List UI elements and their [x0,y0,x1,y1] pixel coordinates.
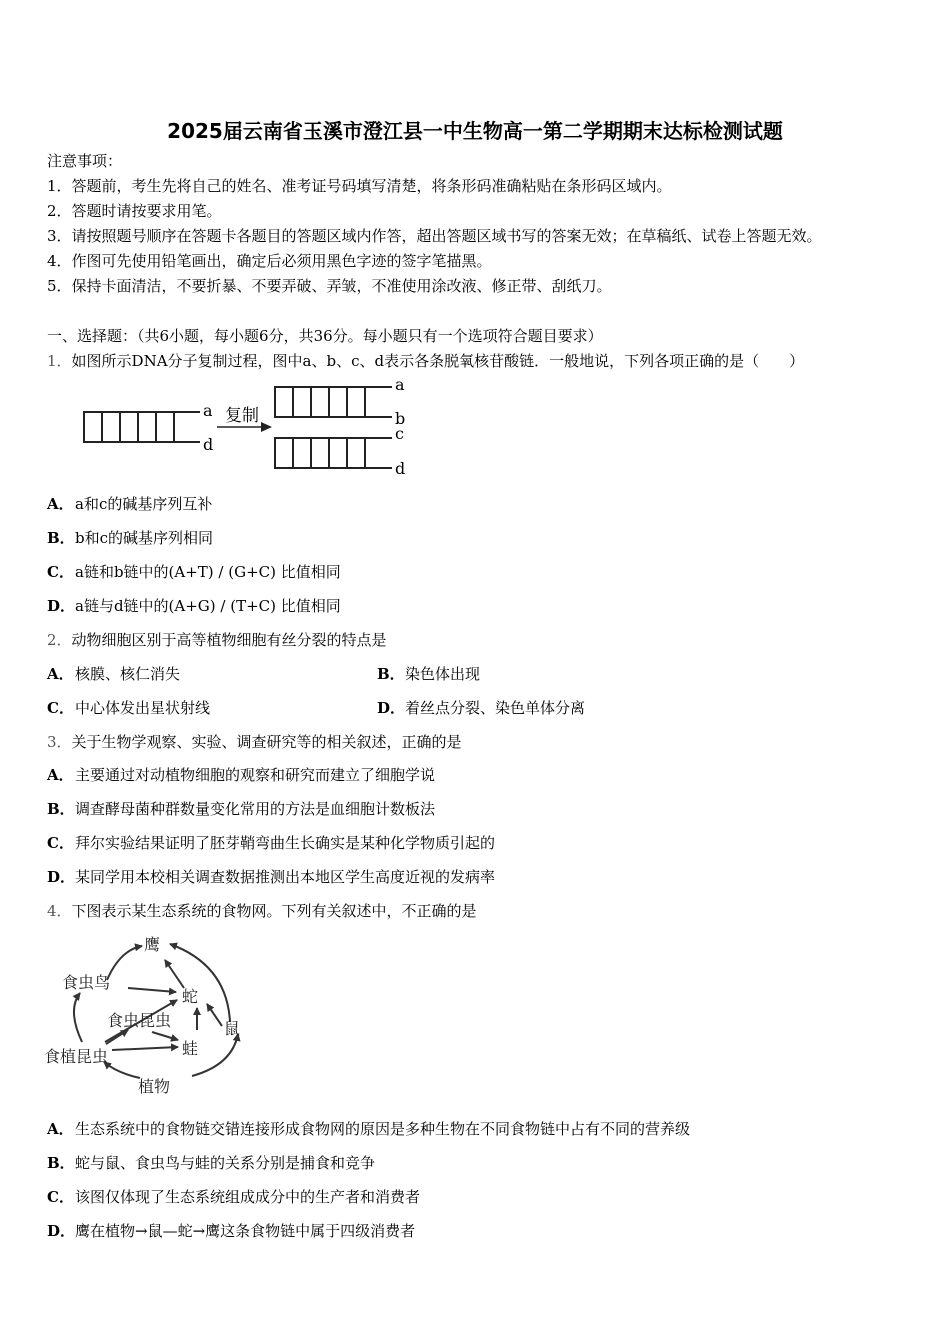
option-label: C． [47,699,74,717]
question-stem: 关于生物学观察、实验、调查研究等的相关叙述，正确的是 [71,733,462,751]
notice-item: 4．作图可先使用铅笔画出，确定后必须用黑色字迹的签字笔描黑。 [47,252,492,270]
option-text: 着丝点分裂、染色单体分离 [405,699,586,717]
option-a [47,494,212,514]
option-text: 蛇与鼠、食虫鸟与蛙的关系分别是捕食和竞争 [75,1154,376,1172]
option-label: B． [47,529,75,547]
option-label: B． [47,1154,75,1172]
option-a [47,664,180,684]
question-number: 3． [47,733,72,751]
option-label: A． [47,766,74,784]
option-a [47,765,435,785]
strand-label-c: c [395,424,404,443]
strand-label-a: a [203,401,213,420]
option-c [47,1187,420,1207]
question-4 [47,901,477,921]
option-d [47,867,495,887]
option-c [47,698,210,718]
option-d [47,596,341,616]
node-snake: 蛇 [182,987,199,1006]
option-text: 该图仅体现了生态系统组成成分中的生产者和消费者 [75,1188,421,1206]
option-a [47,1119,690,1139]
option-label: A． [47,495,74,513]
node-herbivorous-insect: 食植昆虫 [44,1047,109,1066]
option-text: 中心体发出星状射线 [75,699,211,717]
section-heading: 一、选择题：（共6小题，每小题6分，共36分。每小题只有一个选项符合题目要求） [47,327,603,345]
option-text: a链与d链中的(A+G) / (T+C) 比值相同 [75,597,341,615]
option-text: a和c的碱基序列互补 [75,495,213,513]
option-text: a链和b链中的(A+T) / (G+C) 比值相同 [75,563,341,581]
option-text: 某同学用本校相关调查数据推测出本地区学生高度近视的发病率 [75,868,496,886]
node-mouse: 鼠 [224,1019,241,1038]
option-label: D． [47,1222,76,1240]
question-stem: 下图表示某生态系统的食物网。下列有关叙述中，不正确的是 [71,902,477,920]
option-c [47,562,341,582]
option-label: D． [377,699,406,717]
node-insectivorous-bird: 食虫鸟 [62,973,111,992]
question-2 [47,630,387,650]
question-number: 4． [47,902,72,920]
option-text: 调查酵母菌种群数量变化常用的方法是血细胞计数板法 [75,800,436,818]
option-c [47,833,495,853]
node-plant: 植物 [138,1077,171,1096]
option-label: D． [47,597,76,615]
option-text: 生态系统中的食物链交错连接形成食物网的原因是多种生物在不同食物链中占有不同的营养级 [75,1120,691,1138]
option-text: 主要通过对动植物细胞的观察和研究而建立了细胞学说 [75,766,436,784]
option-label: C． [47,563,74,581]
notice-item: 2．答题时请按要求用笔。 [47,202,222,220]
option-label: A． [47,665,74,683]
strand-label-a: a [395,376,405,394]
option-label: C． [47,1188,74,1206]
notice-item: 3．请按照题号顺序在答题卡各题目的答题区域内作答，超出答题区域书写的答案无效；在草稿纸、试卷上答题无效。 [47,227,822,245]
option-d [47,1221,415,1241]
arrow-label: 复制 [225,406,259,426]
question-stem: 如图所示DNA分子复制过程，图中a、b、c、d表示各条脱氧核苷酸链．一般地说，下列各项正确的是（ ） [71,352,805,370]
page-title: 2025届云南省玉溪市澄江县一中生物高一第二学期期末达标检测试题 [167,119,783,143]
question-number: 2． [47,631,72,649]
notice-item: 1．答题前，考生先将自己的姓名、准考证号码填写清楚，将条形码准确粘贴在条形码区域内。 [47,177,672,195]
node-eagle: 鹰 [144,935,161,954]
option-text: b和c的碱基序列相同 [75,529,214,547]
option-b [47,799,435,819]
notice-heading: 注意事项： [47,152,123,170]
option-label: D． [47,868,76,886]
question-1 [47,351,804,371]
notice-item: 5．保持卡面清洁，不要折暴、不要弄破、弄皱，不准使用涂改液、修正带、刮纸刀。 [47,277,612,295]
node-insectivorous-insect: 食虫昆虫 [107,1011,172,1030]
food-web-diagram [42,930,252,1100]
strand-label-b: b [395,409,406,428]
option-text: 染色体出现 [405,665,481,683]
option-b [377,664,480,684]
option-label: C． [47,834,74,852]
dna-replication-diagram [75,376,415,480]
option-b [47,1153,375,1173]
strand-label-d: d [203,435,214,454]
question-3 [47,732,462,752]
option-text: 拜尔实验结果证明了胚芽鞘弯曲生长确实是某种化学物质引起的 [75,834,496,852]
option-label: B． [47,800,75,818]
option-label: A． [47,1120,74,1138]
option-text: 鹰在植物→鼠—蛇→鹰这条食物链中属于四级消费者 [75,1222,416,1240]
option-d [377,698,585,718]
option-b [47,528,213,548]
question-number: 1． [47,352,72,370]
question-stem: 动物细胞区别于高等植物细胞有丝分裂的特点是 [71,631,387,649]
option-text: 核膜、核仁消失 [75,665,181,683]
node-frog: 蛙 [182,1039,199,1058]
option-label: B． [377,665,405,683]
strand-label-d: d [395,459,406,478]
